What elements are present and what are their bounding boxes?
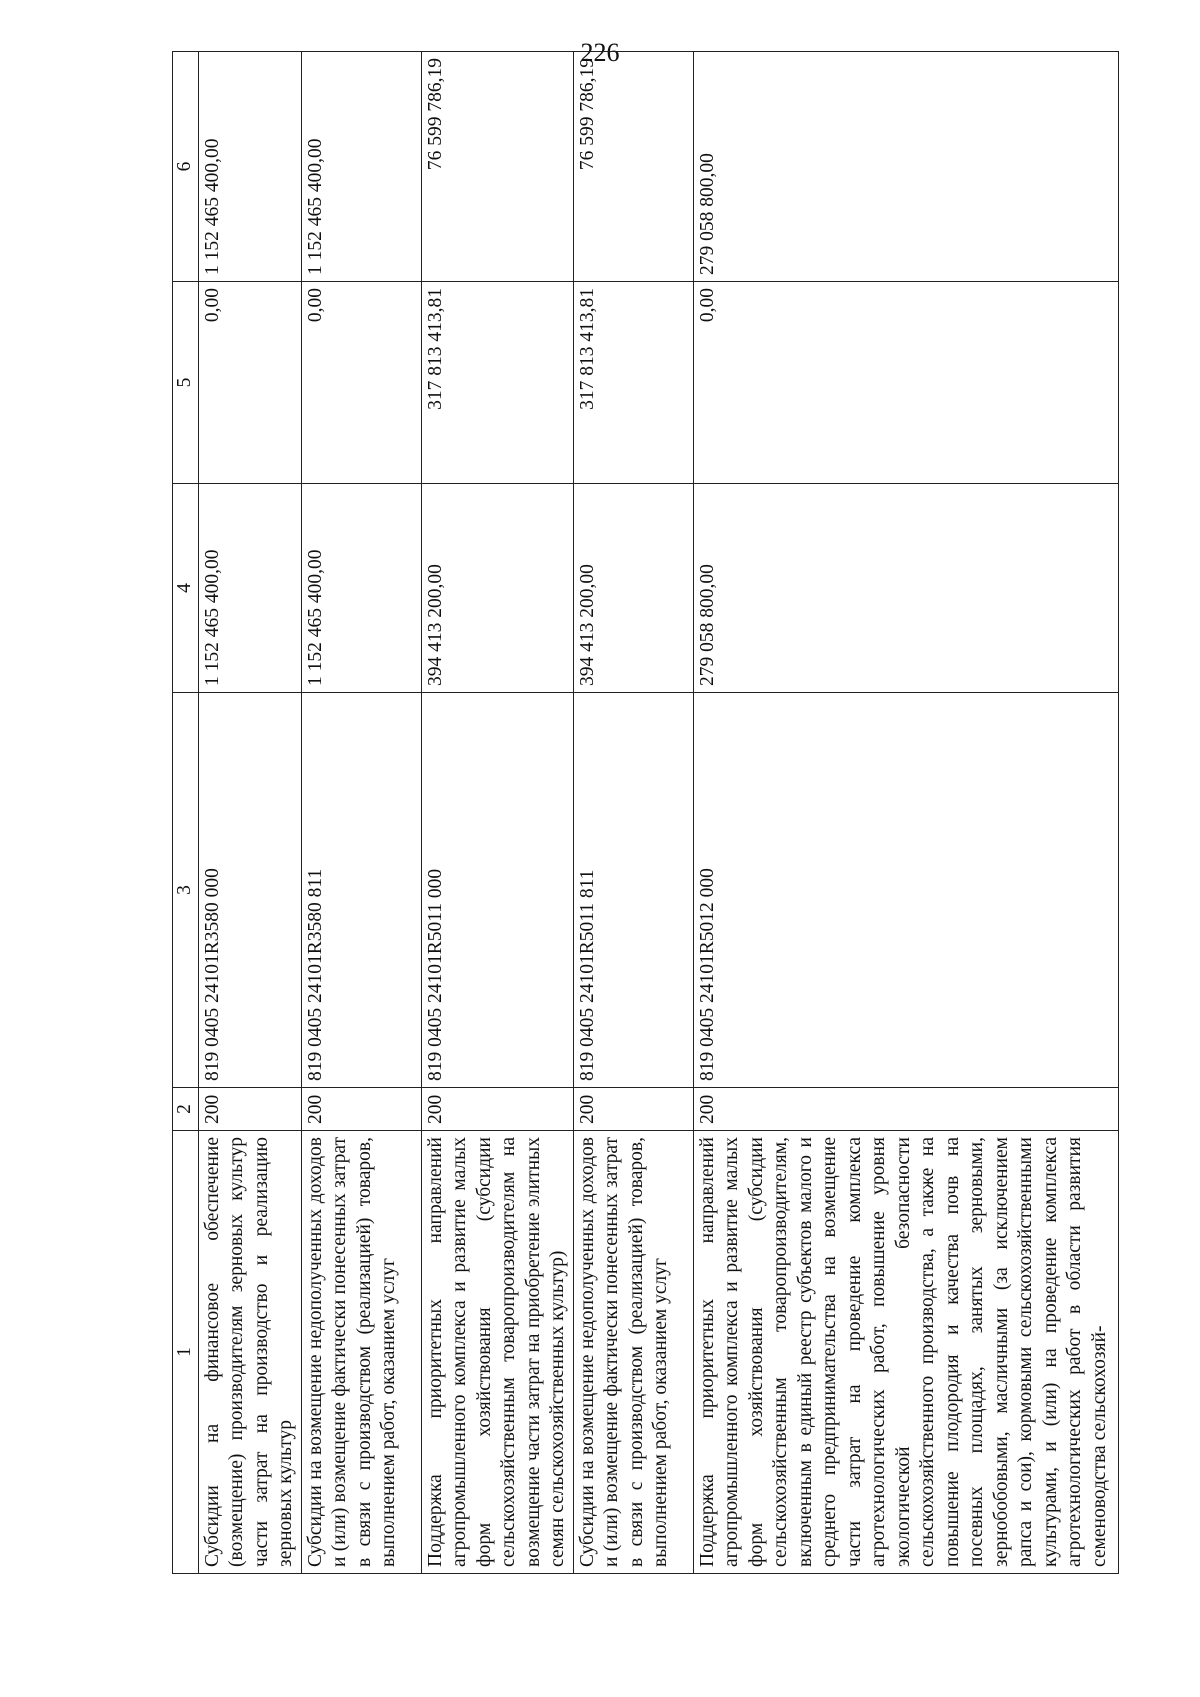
page-number: 226 — [580, 38, 620, 67]
row-code-b-cell: 819 0405 24101R5012 000 — [693, 693, 1118, 1088]
row-code-a-cell: 200 — [421, 1088, 573, 1131]
row-code-b-cell: 819 0405 24101R5011 811 — [573, 693, 693, 1088]
row-code-a-cell: 200 — [693, 1088, 1118, 1131]
row-code-a-cell: 200 — [198, 1088, 301, 1131]
row-col6-cell: 76 599 786,19 — [421, 52, 573, 282]
header-cell: 5 — [173, 282, 199, 484]
budget-table — [172, 51, 1119, 1574]
rotated-table-wrapper — [172, 58, 1112, 1574]
row-col6-cell: 1 152 465 400,00 — [198, 52, 301, 282]
table-row — [693, 52, 1118, 1574]
row-col5-cell: 317 813 413,81 — [573, 282, 693, 484]
row-name-cell: Субсидии на возмещение недополученных доходов и (или) возмещение фактически понесенных затрат в связи с производством (реализацией) товаров, выполнением работ, оказанием услуг — [573, 1131, 693, 1574]
row-code-a-cell: 200 — [573, 1088, 693, 1131]
table-row — [421, 52, 573, 1574]
row-col5-cell: 0,00 — [198, 282, 301, 484]
table-row — [198, 52, 301, 1574]
row-col5-cell: 0,00 — [693, 282, 1118, 484]
row-col6-cell: 76 599 786,19 — [573, 52, 693, 282]
table-header-row — [173, 52, 199, 1574]
row-code-b-cell: 819 0405 24101R5011 000 — [421, 693, 573, 1088]
row-code-a-cell: 200 — [301, 1088, 421, 1131]
row-name-cell: Субсидии на возмещение недополученных доходов и (или) возмещение фактически понесенных затрат в связи с производством (реализацией) товаров, выполнением работ, оказанием услуг — [301, 1131, 421, 1574]
table-row — [301, 52, 421, 1574]
header-cell: 6 — [173, 52, 199, 282]
row-code-b-cell: 819 0405 24101R3580 811 — [301, 693, 421, 1088]
row-col4-cell: 1 152 465 400,00 — [198, 484, 301, 693]
row-name-cell: Субсидии на финансовое обеспечение (возмещение) производителям зерновых культур части затрат на производство и реализацию зерновых культур — [198, 1131, 301, 1574]
header-cell: 1 — [173, 1131, 199, 1574]
table-row — [573, 52, 693, 1574]
row-col4-cell: 394 413 200,00 — [573, 484, 693, 693]
row-code-b-cell: 819 0405 24101R3580 000 — [198, 693, 301, 1088]
row-name-cell: Поддержка приоритетных направлений агропромышленного комплекса и развитие малых форм хозяйствования (субсидии сельскохозяйственным товаропроизводителям на возмещение части затрат на приобретение элитных семян сельскохозяйственных культур) — [421, 1131, 573, 1574]
row-name-cell: Поддержка приоритетных направлений агропромышленного комплекса и развитие малых форм хозяйствования (субсидии сельскохозяйственным товаропроизводителям, включенным в единый реестр субъектов малого и среднего предпринимательства на возмещение части затрат на проведение комплекса агротехнологических работ, повышение уровня экологической безопасности сельскохозяйственного производства, а также на повышение плодородия и качества почв на посевных площадях, занятых зерновыми, зернобобовыми, масличными (за исключением рапса и сои), кормовыми сельскохозяйственными культурами, и (или) на проведение комплекса агротехнологических работ в области развития семеноводства сельскохозяй- — [693, 1131, 1118, 1574]
row-col6-cell: 279 058 800,00 — [693, 52, 1118, 282]
header-cell: 2 — [173, 1088, 199, 1131]
row-col4-cell: 1 152 465 400,00 — [301, 484, 421, 693]
header-cell: 4 — [173, 484, 199, 693]
row-col6-cell: 1 152 465 400,00 — [301, 52, 421, 282]
row-col4-cell: 394 413 200,00 — [421, 484, 573, 693]
row-col4-cell: 279 058 800,00 — [693, 484, 1118, 693]
rotated-table-content — [172, 58, 1112, 1574]
row-col5-cell: 0,00 — [301, 282, 421, 484]
header-cell: 3 — [173, 693, 199, 1088]
row-col5-cell: 317 813 413,81 — [421, 282, 573, 484]
